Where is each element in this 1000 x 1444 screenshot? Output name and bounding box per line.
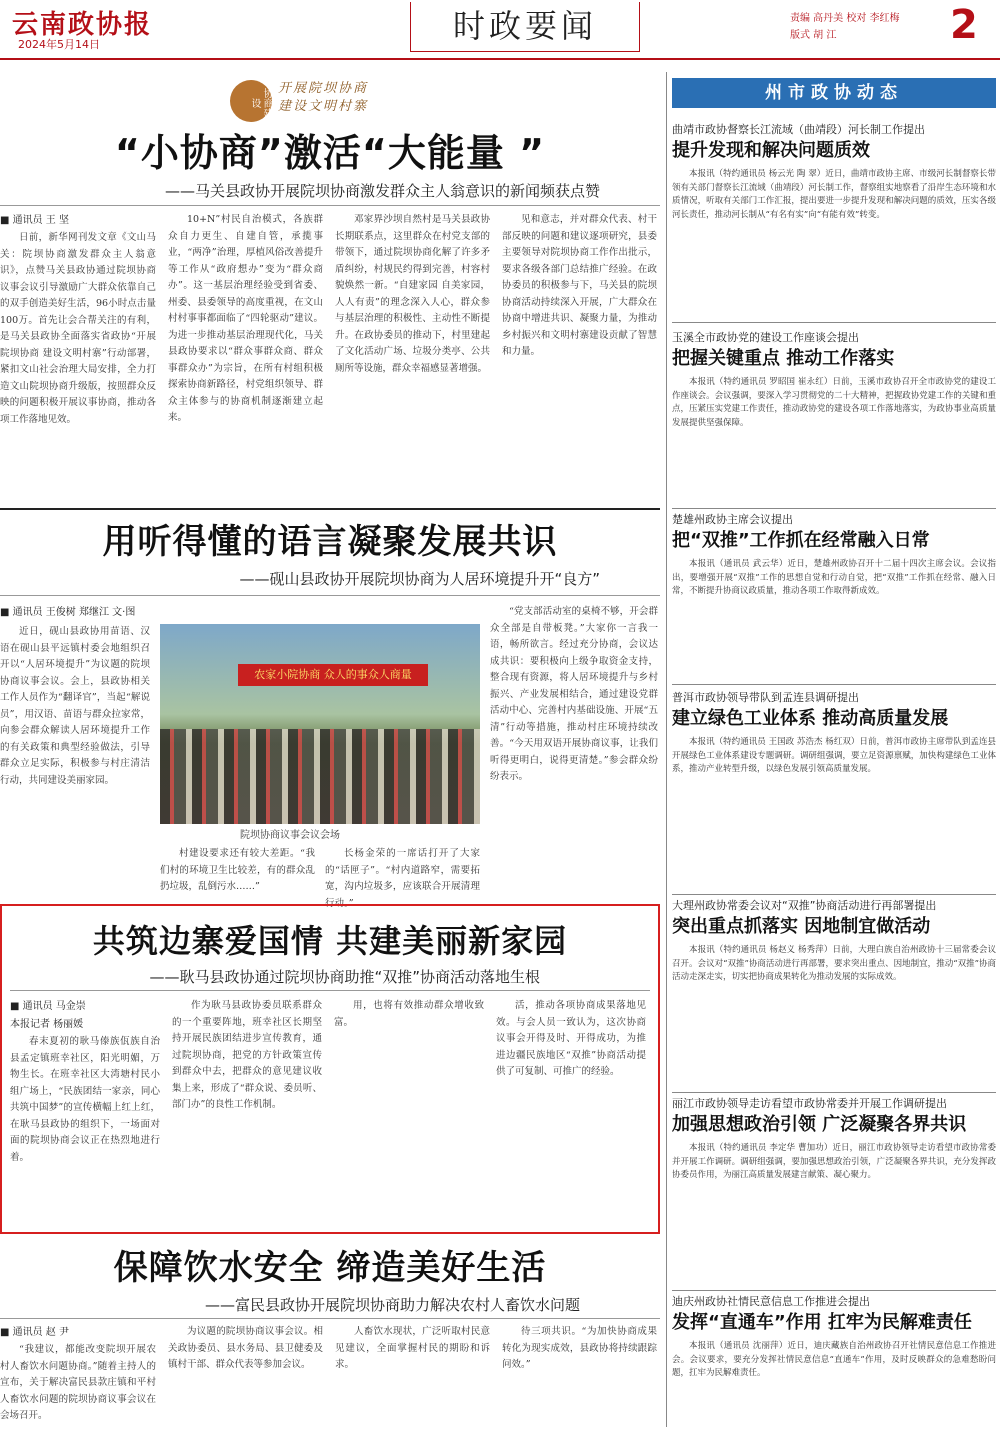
article-1-col-3: 邓家界沙坝自然村是马关县政协长期联系点，这里群众在村党支部的带领下，通过院坝协商化解了许多矛盾纠纷，村规民约得到完善，村容村貌焕然一新。“自建家园 自美家园，人人有责”的理念深入人心，群众参与基层治理的积极性、主动性不断提升。在政协委员的推动下，村里建起了文化活动广场、垃圾分类亭、公共厕所等设施，群众幸福感显著增强。 xyxy=(335,214,490,374)
sidebar-item-subtitle: 曲靖市政协督察长江流域（曲靖段）河长制工作提出 xyxy=(672,123,925,136)
article-3-headline: 共筑边寨爱国情 共建美丽新家园 xyxy=(92,922,568,960)
sidebar-item xyxy=(672,512,996,676)
newspaper-logo: 云南政协报 xyxy=(12,10,153,40)
sidebar-separator xyxy=(672,508,996,509)
article-3-col-2: 作为耿马县政协委员联系群众的一个重要阵地，班幸社区长期坚持开展民族团结进步宣传教育，通过院坝协商，把党的方针政策宣传到群众中去，把群众的意见建议收集上来，形成了“群众说、委员听、部门办”的良性工作机制。 xyxy=(172,1000,322,1110)
article-1-byline: ■ 通讯员 王 坚 xyxy=(0,215,69,226)
sidebar-separator xyxy=(672,1290,996,1291)
article-3 xyxy=(0,920,660,987)
article-4-col-3: 人畜饮水现状，广泛听取村民意见建议，全面掌握村民的期盼和诉求。 xyxy=(335,1326,490,1370)
article-2-byline: ■ 通讯员 王俊树 郑继江 文·图 xyxy=(0,607,136,618)
article-4-col-2: 为议题的院坝协商议事会议。相关政协委员、县水务局、县卫健委及镇村干部、群众代表等参加会议。 xyxy=(168,1326,323,1370)
article-2-headline: 用听得懂的语言凝聚发展共识 xyxy=(102,522,558,562)
sidebar-item-subtitle: 迪庆州政协社情民意信息工作推进会提出 xyxy=(672,1295,870,1308)
article-4-rule xyxy=(0,1318,660,1319)
sidebar-item xyxy=(672,898,996,1082)
article-3-body xyxy=(10,998,650,1226)
sidebar-item-body: 本报讯（通讯员 武云华）近日，楚雄州政协召开十二届十四次主席会议。会议指出，要增强开展“双推”工作的思想自觉和行动自觉，把“双推”工作抓在经常、融入日常，不断提升协商议政质量，推动各项工作取得新成效。 xyxy=(672,559,996,596)
photo-banner: 农家小院协商 众人的事众人商量 xyxy=(238,664,428,686)
sidebar-item-body: 本报讯（特约通讯员 杨云光 陶 翠）近日，曲靖市政协主席、市级河长制督察长带领有关部门督察长江流域（曲靖段）河长制工作，督察组实地察看了沿岸生态环境和水质情况，听取有关部门工作汇报，提出要进一步提升发现和解决问题的质效，压实各级河长责任，推动河长制从“有名有实”向“有能有效”转变。 xyxy=(672,169,996,220)
article-4-headline: 保障饮水安全 缔造美好生活 xyxy=(113,1248,547,1288)
sidebar-separator xyxy=(672,322,996,323)
article-4 xyxy=(0,1246,660,1315)
issue-date: 2024年5月14日 xyxy=(18,38,100,51)
masthead xyxy=(0,0,1000,60)
sidebar-item xyxy=(672,1096,996,1280)
section-title: 时政要闻 xyxy=(410,2,640,52)
kicker-text xyxy=(278,80,368,116)
article-2-col-right: “党支部活动室的桌椅不够，开会群众全部是自带板凳。”大家你一言我一语，畅所欲言。经过充分协商，会议达成共识：要积极向上级争取资金支持，整合现有资源，将人居环境提升与乡村振兴、产业发展相结合，通过建设党群活动中心、完善村内基础设施、开展“五清”行动等措施，推动村庄环境持续改善。“今天用双语开展协商议事，让我们听得更明白，说得更清楚。”参会群众纷纷表示。 xyxy=(490,606,658,782)
article-2-under-photo-left: 村建设要求还有较大差距。“我们村的环境卫生比较差，有的群众乱扔垃圾，乱倒污水……” xyxy=(160,848,315,892)
staff-credits xyxy=(790,10,900,44)
article-3-byline-1: ■ 通讯员 马金崇 xyxy=(10,1001,86,1012)
sidebar-item-body: 本报讯（特约通讯员 李定华 曹加功）近日，丽江市政协领导走访看望市政协常委并开展工作调研。调研组强调，要加强思想政治引领，广泛凝聚各界共识，充分发挥政协委员作用，为丽江高质量发展建言献策、凝心聚力。 xyxy=(672,1143,996,1180)
kicker-line-1: 开展院坝协商 xyxy=(278,81,369,96)
sidebar-item-headline: 把“双推”工作抓在经常融入日常 xyxy=(672,530,930,551)
sidebar-item-subtitle: 玉溪全市政协党的建设工作座谈会提出 xyxy=(672,331,859,344)
sidebar-item-headline: 发挥“直通车”作用 扛牢为民解难责任 xyxy=(672,1312,972,1333)
kicker-line-2: 建设文明村寨 xyxy=(278,99,369,114)
staff-line-2: 版式 胡 江 xyxy=(790,30,837,41)
photo-caption: 院坝协商议事会议会场 xyxy=(240,830,340,841)
sidebar-item-subtitle: 大理州政协常委会议对“双推”协商活动进行再部署提出 xyxy=(672,899,937,912)
kicker-seal-icon: 协商建设 xyxy=(230,80,272,122)
article-1-col-1: 日前，新华网刊发文章《文山马关：院坝协商激发群众主人翁意识》，点赞马关县政协通过院坝协商议事会议引导激励广大群众依靠自己的双手创造美好生活，96小时点击量100万。首先让会合帮关注的有利，是马关县政协全面落实省政协“开展院坝协商 建设文明村寨”行动部署，紧扣文山社会治理大局安排，全力打造文山院坝协商升级版，按照群众反映的问题积极开展议事协商，推动各项工作落地见效。 xyxy=(0,232,156,425)
article-3-byline-2: 本报记者 杨丽媛 xyxy=(10,1019,84,1030)
sidebar-item-subtitle: 普洱市政协领导带队到孟连县调研提出 xyxy=(672,691,859,704)
article-1-body xyxy=(0,212,660,496)
column-divider xyxy=(666,72,667,1427)
article-3-col-3: 用，也将有效推动群众增收致富。 xyxy=(334,1000,484,1028)
sidebar-item-body: 本报讯（特约通讯员 杨赵义 杨秀萍）日前，大理白族自治州政协十三届常委会议召开。会议对“双推”协商活动进行再部署，要求突出重点、因地制宜，推动“双推”协商活动走深走实，切实把协商成果转化为推动发展的实际成效。 xyxy=(672,945,996,982)
sidebar-item-headline: 突出重点抓落实 因地制宜做活动 xyxy=(672,916,931,937)
sidebar-item xyxy=(672,690,996,886)
photo-crowd xyxy=(160,729,480,824)
sidebar-item xyxy=(672,122,996,318)
sidebar-item-body: 本报讯（特约通讯员 罗昭国 崔永红）日前，玉溪市政协召开全市政协党的建设工作座谈会。会议强调，要深入学习贯彻党的二十大精神，把握政协党建工作的关键和重点，压紧压实党建工作责任，推动政协党的建设各项工作落地落实，为政协事业高质量发展提供坚强保障。 xyxy=(672,377,996,428)
sidebar-item xyxy=(672,330,996,508)
sidebar-separator xyxy=(672,1092,996,1093)
article-3-rule xyxy=(10,990,650,991)
sidebar-item-body: 本报讯（特约通讯员 王国政 苏浩杰 杨红双）日前，普洱市政协主席带队到孟连县开展绿色工业体系建设专题调研。调研组强调，要立足资源禀赋，加快构建绿色工业体系，推动产业转型升级，以绿色发展引领高质量发展。 xyxy=(672,737,996,774)
sidebar-item-headline: 把握关键重点 推动工作落实 xyxy=(672,348,895,369)
article-1-col-2: 10+N”村民自治模式，各族群众自力更生、自建自管，承揽事业，“两净”治理，厚植风俗改善提升等工作从“政府想办”变为“群众商办”。这一基层治理经验受到省委、州委、县委领导的高度重视，在文山村村事事都面临了“四轮驱动”建议。为进一步推动基层治理现代化，马关县政协要求以“群众事群众商、群众事群众办”为宗旨，在所有村组积极探索协商新路径，村党组织领导、群众主体参与的协商机制逐渐建立起来。 xyxy=(168,214,323,423)
sidebar-separator xyxy=(672,894,996,895)
sidebar-item-subtitle: 楚雄州政协主席会议提出 xyxy=(672,513,793,526)
article-1 xyxy=(0,128,660,201)
article-2 xyxy=(0,520,660,589)
article-2-rule xyxy=(0,595,660,596)
article-4-col-1: “我建议，都能改变院坝开展农村人畜饮水问题协商。”随着主持人的宣布，关于解决富民县款庄镇和平村人畜饮水问题的院坝协商议事会议在会场召开。 xyxy=(0,1344,156,1421)
article-2-photo xyxy=(160,624,480,824)
page-number: 2 xyxy=(950,2,978,48)
section-separator xyxy=(0,508,660,510)
article-3-col-1: 春末夏初的耿马傣族佤族自治县孟定镇班幸社区，阳光明媚，万物生长。在班幸社区大湾塘村民小组广场上，“民族团结一家亲，同心共筑中国梦”的宣传横幅上红上红，在耿马县政协的组织下，一场面对面的院坝协商会议正在热烈地进行着。 xyxy=(10,1036,160,1163)
article-2-subhead: ——砚山县政协开展院坝协商为人居环境提升开“良方” xyxy=(239,570,600,588)
sidebar-item xyxy=(672,1294,996,1444)
sidebar-item-subtitle: 丽江市政协领导走访看望市政协常委并开展工作调研提出 xyxy=(672,1097,947,1110)
article-1-col-4: 见和意志，并对群众代表、村干部反映的问题和建议逐项研究，县委主要领导对院坝协商工作作出批示，要求各级各部门总结推广经验。在政协委员的积极参与下，马关县的院坝协商活动持续深入开展，广大群众在协商中增进共识、凝聚力量，为推动乡村振兴和文明村寨建设贡献了智慧和力量。 xyxy=(502,214,657,357)
column-kicker xyxy=(230,80,430,122)
article-2-col-1: 近日，砚山县政协用苗语、汉语在砚山县平远镇村委会地组织召开以“人居环境提升”为议题的院坝协商议事会议。会上，县政协相关工作人员作为“翻译官”，当起“解说员”，用汉语、苗语与群众拉家常，向参会群众解读人居环境提升工作的有关政策和典型经验做法，引导群众立足实际，积极参与村庄清洁行动，共同建设美丽家园。 xyxy=(0,626,150,786)
sidebar-banner: 州市政协动态 xyxy=(672,78,996,108)
article-1-subhead: ——马关县政协开展院坝协商激发群众主人翁意识的新闻频获点赞 xyxy=(164,182,600,200)
sidebar-separator xyxy=(672,684,996,685)
staff-line-1: 责编 高丹美 校对 李红梅 xyxy=(790,13,900,24)
article-4-body xyxy=(0,1324,660,1428)
sidebar-item-body: 本报讯（通讯员 沈丽萍）近日，迪庆藏族自治州政协召开社情民意信息工作推进会。会议要求，要充分发挥社情民意信息“直通车”作用，及时反映群众的急难愁盼问题，扛牢为民解难责任。 xyxy=(672,1341,996,1378)
article-1-headline: “小协商”激活“大能量 ” xyxy=(114,131,546,175)
sidebar-item-headline: 加强思想政治引领 广泛凝聚各界共识 xyxy=(672,1114,967,1135)
article-4-subhead: ——富民县政协开展院坝协商助力解决农村人畜饮水问题 xyxy=(204,1296,580,1314)
sidebar-item-headline: 建立绿色工业体系 推动高质量发展 xyxy=(672,708,949,729)
article-4-col-4: 待三项共识。“为加快协商成果转化为现实成效，县政协将持续跟踪问效。” xyxy=(502,1326,657,1370)
article-2-under-photo-right: 长杨金荣的一席话打开了大家的“话匣子”。“村内道路窄，需要拓宽，沟内垃圾多，应该联合开展清理行动。” xyxy=(325,848,480,909)
article-3-col-4: 活，推动各项协商成果落地见效。与会人员一致认为，这次协商议事会开得及时、开得成功，为推进边疆民族地区“双推”协商活动提供了可复制、可推广的经验。 xyxy=(496,1000,646,1077)
article-4-byline: ■ 通讯员 赵 尹 xyxy=(0,1327,69,1338)
article-3-subhead: ——耿马县政协通过院坝协商助推“双推”协商活动落地生根 xyxy=(149,968,540,986)
article-1-rule xyxy=(0,205,660,206)
sidebar-item-headline: 提升发现和解决问题质效 xyxy=(672,140,870,161)
